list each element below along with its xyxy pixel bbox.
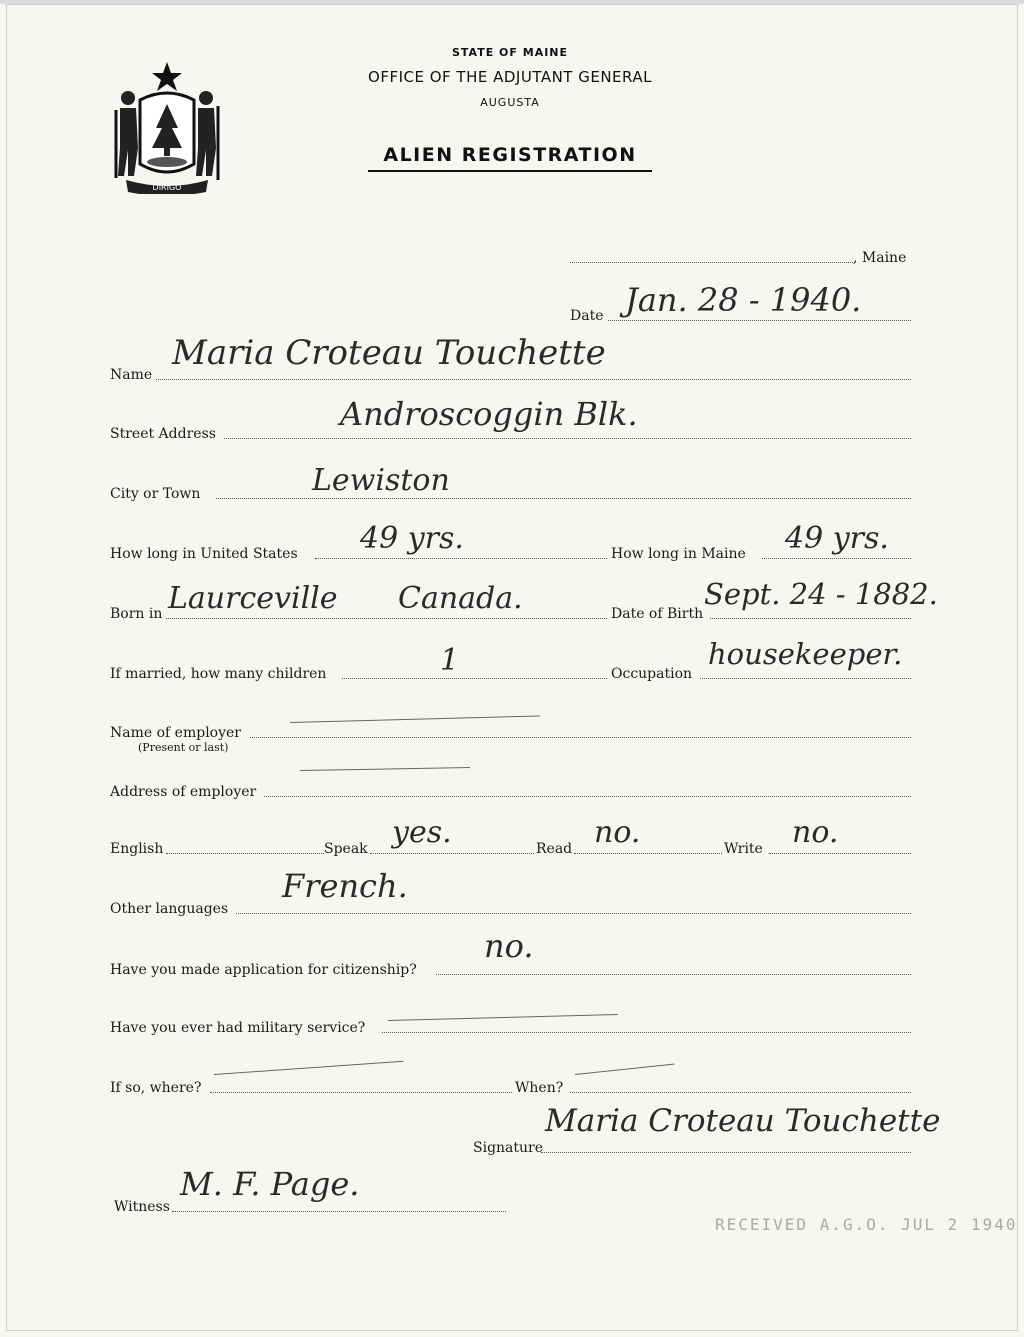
children-field[interactable] — [342, 678, 607, 679]
employer-address-label: Address of employer — [110, 784, 257, 800]
header-state: STATE OF MAINE — [451, 46, 569, 59]
how-long-us-label: How long in United States — [110, 546, 298, 562]
read-label: Read — [536, 841, 573, 857]
city-town-field[interactable] — [216, 498, 911, 499]
employer-note: (Present or last) — [138, 741, 229, 754]
employer-name-field[interactable] — [250, 737, 911, 738]
form-title: ALIEN REGISTRATION — [383, 144, 637, 166]
born-place-value: Laurceville — [168, 581, 338, 616]
citizenship-value: no. — [484, 927, 534, 965]
citizenship-label: Have you made application for citizenship? — [110, 962, 417, 978]
other-languages-label: Other languages — [110, 901, 229, 917]
date-field[interactable] — [608, 320, 911, 321]
signature-value: Maria Croteau Touchette — [545, 1103, 941, 1139]
born-in-field[interactable] — [166, 618, 607, 619]
read-value: no. — [594, 815, 641, 850]
english-label: English — [110, 841, 164, 857]
where-label: If so, where? — [110, 1080, 202, 1096]
occupation-label: Occupation — [611, 666, 693, 682]
other-languages-field[interactable] — [236, 913, 911, 914]
how-long-us-field[interactable] — [315, 558, 607, 559]
date-of-birth-value: Sept. 24 - 1882. — [704, 577, 938, 611]
pen-stroke — [290, 715, 540, 723]
when-label: When? — [515, 1080, 564, 1096]
where-field[interactable] — [210, 1092, 512, 1093]
write-value: no. — [792, 815, 839, 850]
military-label: Have you ever had military service? — [110, 1020, 366, 1036]
city-town-label: City or Town — [110, 486, 201, 502]
place-field[interactable] — [570, 262, 853, 263]
citizenship-field[interactable] — [436, 974, 911, 975]
date-of-birth-label: Date of Birth — [611, 606, 704, 622]
write-label: Write — [724, 841, 763, 857]
speak-value: yes. — [392, 815, 452, 850]
witness-field[interactable] — [172, 1211, 506, 1212]
how-long-us-value: 49 yrs. — [360, 521, 464, 556]
street-address-label: Street Address — [110, 426, 216, 442]
name-value: Maria Croteau Touchette — [172, 333, 606, 373]
seal-motto: DIRIGO — [152, 183, 182, 192]
when-field[interactable] — [570, 1092, 911, 1093]
children-value: 1 — [440, 643, 460, 678]
witness-label: Witness — [114, 1199, 170, 1215]
pen-stroke — [300, 767, 470, 771]
date-of-birth-field[interactable] — [710, 618, 911, 619]
signature-field[interactable] — [541, 1152, 911, 1153]
english-field[interactable] — [166, 853, 324, 854]
employer-name-label: Name of employer — [110, 725, 241, 741]
witness-value: M. F. Page. — [180, 1165, 360, 1203]
title-underline — [368, 170, 652, 172]
signature-label: Signature — [473, 1140, 544, 1156]
pen-stroke — [214, 1061, 404, 1075]
speak-label: Speak — [324, 841, 368, 857]
header-office: OFFICE OF THE ADJUTANT GENERAL — [368, 68, 652, 86]
other-languages-value: French. — [282, 867, 408, 905]
speak-field[interactable] — [370, 853, 534, 854]
children-label: If married, how many children — [110, 666, 327, 682]
city-town-value: Lewiston — [312, 463, 450, 498]
street-address-value: Androscoggin Blk. — [340, 395, 638, 433]
how-long-maine-value: 49 yrs. — [785, 521, 889, 556]
pen-stroke — [575, 1064, 675, 1075]
read-field[interactable] — [574, 853, 722, 854]
military-field[interactable] — [382, 1032, 911, 1033]
name-field[interactable] — [156, 379, 911, 380]
received-stamp: RECEIVED A.G.O. JUL 2 1940 — [715, 1215, 1018, 1234]
maine-label: , Maine — [853, 250, 907, 266]
street-address-field[interactable] — [224, 438, 911, 439]
how-long-maine-field[interactable] — [762, 558, 911, 559]
born-country-value: Canada. — [398, 581, 523, 616]
write-field[interactable] — [769, 853, 911, 854]
born-in-label: Born in — [110, 606, 163, 622]
how-long-maine-label: How long in Maine — [611, 546, 746, 562]
occupation-field[interactable] — [700, 678, 911, 679]
maine-state-seal-icon — [108, 58, 226, 194]
header-city: AUGUSTA — [480, 96, 540, 109]
date-value: Jan. 28 - 1940. — [625, 281, 862, 319]
date-label: Date — [570, 308, 604, 324]
occupation-value: housekeeper. — [708, 637, 903, 671]
scan-top-edge — [0, 0, 1024, 4]
employer-address-field[interactable] — [264, 796, 911, 797]
name-label: Name — [110, 367, 153, 383]
pen-stroke — [388, 1014, 618, 1021]
